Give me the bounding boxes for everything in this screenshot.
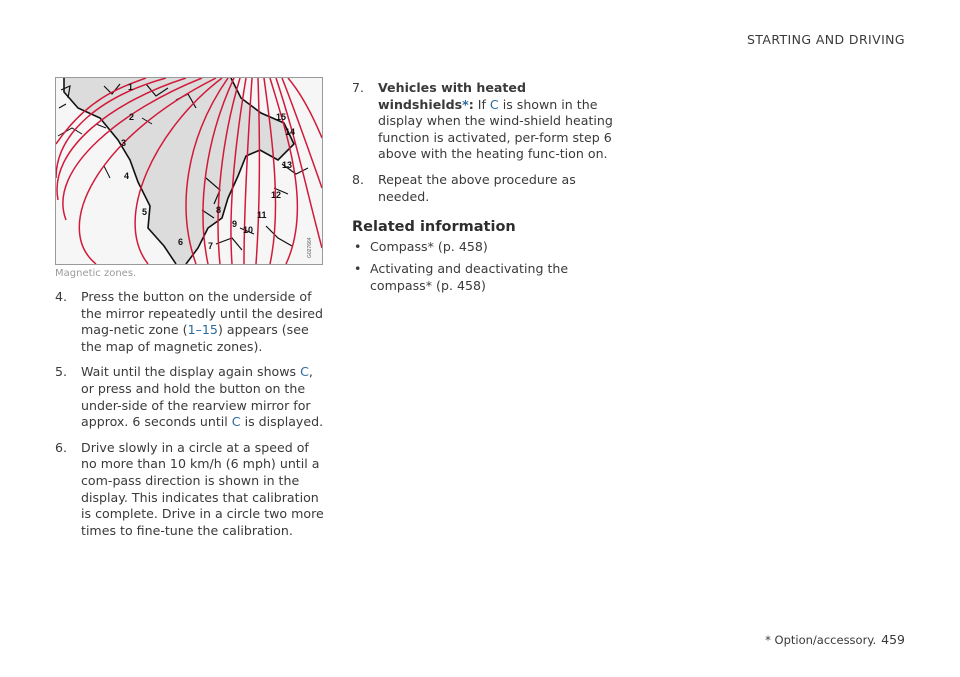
display-symbol: C [300, 364, 309, 380]
step-number: 4. [55, 289, 68, 304]
right-column [352, 80, 614, 301]
step-text: Repeat the above procedure as needed. [378, 171, 576, 204]
figure-caption: Magnetic zones. [55, 268, 137, 279]
step-7 [352, 80, 614, 163]
display-symbol: C [489, 96, 499, 112]
zone-label-13: 13 [282, 160, 293, 170]
page-footer [765, 632, 905, 647]
bullet-icon: • [354, 238, 362, 254]
zone-label-2: 2 [129, 112, 135, 122]
zone-label-9: 9 [232, 219, 238, 229]
step-text: Wait until the display again shows [81, 364, 301, 380]
section-title: STARTING AND DRIVING [746, 32, 905, 47]
zone-label-6: 6 [178, 237, 184, 247]
step-number: 6. [55, 439, 68, 455]
step-text: ) appears (see the map of magnetic zones). [81, 322, 309, 354]
step-text: If [473, 96, 490, 112]
option-asterisk: * [462, 96, 469, 112]
zone-label-5: 5 [142, 207, 148, 217]
step-number: 5. [55, 364, 68, 380]
related-link-compass[interactable] [352, 239, 614, 256]
step-8 [352, 172, 614, 205]
footer-note: * Option/accessory. [765, 633, 877, 647]
step-text: is shown in the display when the wind-shield heating function is activated, per-form step 6 above with the heating func-tion on. [378, 96, 613, 162]
page-number: 459 [881, 632, 905, 647]
figure-code: G027664 [307, 237, 313, 258]
step-text: Drive slowly in a circle at a speed of no more than 10 km/h (6 mph) until a com-pass direction is shown in the display. This indicates that calibration is complete. Drive in a circle two more times to fine-tune the calibration. [81, 439, 324, 538]
zone-label-4: 4 [124, 171, 130, 181]
zone-label-3: 3 [121, 138, 127, 148]
zone-label-15: 15 [276, 112, 287, 122]
step-text: is displayed. [240, 414, 324, 430]
step-number: 8. [352, 171, 365, 187]
step-text: , or press and hold the button on the under-side of the rearview mirror for approx. 6 seconds until [81, 364, 313, 430]
left-column [55, 289, 325, 548]
step-number: 7. [352, 80, 365, 95]
display-symbol: C [231, 414, 241, 430]
step-colon: : [468, 96, 474, 112]
zone-label-1: 1 [128, 82, 134, 92]
related-information-heading: Related information [352, 219, 516, 236]
bullet-icon: • [354, 261, 362, 277]
magnetic-zones-map [55, 77, 323, 265]
zone-label-8: 8 [216, 205, 222, 215]
step-4 [55, 289, 325, 355]
zone-label-12: 12 [271, 190, 282, 200]
zone-label-10: 10 [243, 225, 254, 235]
related-link-activating-compass[interactable] [352, 261, 614, 294]
step-condition: Vehicles with heated windshields [378, 80, 526, 112]
zone-label-14: 14 [285, 127, 296, 137]
step-5 [55, 364, 325, 430]
step-6 [55, 440, 325, 540]
zone-label-11: 11 [257, 210, 267, 220]
zone-label-7: 7 [208, 241, 214, 251]
related-link-label[interactable]: Compass* (p. 458) [370, 238, 488, 254]
related-link-label[interactable]: Activating and deactivating the compass* (p. 458) [370, 261, 569, 293]
zone-range: 1–15 [187, 322, 218, 338]
step-text: Press the button on the underside of the mirror repeatedly until the desired mag-netic zone ( [81, 289, 323, 338]
